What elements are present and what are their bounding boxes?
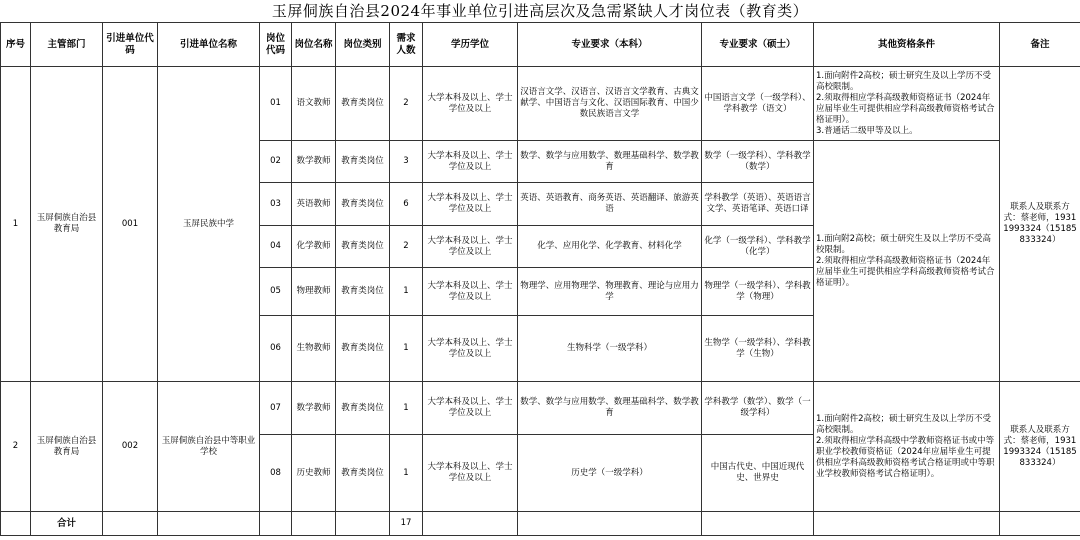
cell-pos-code: 07: [260, 382, 292, 435]
cell-major-bachelor: 生物科学（一级学科）: [518, 316, 702, 382]
cell-count: 1: [390, 316, 423, 382]
cell-pos-code: 08: [260, 435, 292, 512]
cell-empty: [1, 512, 31, 536]
cell-empty: [518, 512, 702, 536]
table-row: [1, 382, 1080, 435]
header-pos-name: 岗位名称: [292, 23, 336, 67]
cell-edu: 大学本科及以上、学士学位及以上: [423, 382, 518, 435]
cell-pos-name: 语文教师: [292, 67, 336, 141]
cell-pos-code: 06: [260, 316, 292, 382]
cell-pos-code: 04: [260, 226, 292, 268]
cell-count: 1: [390, 268, 423, 316]
cell-empty: [260, 512, 292, 536]
cell-count: 1: [390, 435, 423, 512]
table-header-row: [1, 23, 1080, 67]
header-other: 其他资格条件: [814, 23, 1000, 67]
cell-edu: 大学本科及以上、学士学位及以上: [423, 141, 518, 183]
total-row: [1, 512, 1080, 536]
cell-seq: 1: [1, 67, 31, 382]
cell-pos-name: 物理教师: [292, 268, 336, 316]
cell-count: 6: [390, 183, 423, 226]
cell-pos-code: 05: [260, 268, 292, 316]
cell-major-master: 学科教学（英语）、英语语言文学、英语笔译、英语口译: [702, 183, 814, 226]
cell-note: 联系人及联系方式：蔡老师，19311993324（15185833324）: [1000, 67, 1080, 382]
cell-major-master: 物理学（一级学科）、学科教学（物理）: [702, 268, 814, 316]
total-label: 合计: [31, 512, 103, 536]
cell-empty: [702, 512, 814, 536]
header-edu: 学历学位: [423, 23, 518, 67]
cell-other: 1.面向附件2高校；硕士研究生及以上学历不受高校限制。 2.须取得相应学科高级中学教师资格证书或中等职业学校教师资格证（2024年应届毕业生可提供相应学科高级教师资格考试合格证明或中等职业学校教师资格考试合格证明）。: [814, 382, 1000, 512]
cell-major-bachelor: 历史学（一级学科）: [518, 435, 702, 512]
header-unit-code: 引进单位代码: [103, 23, 158, 67]
cell-major-master: 数学（一级学科）、学科教学（数学）: [702, 141, 814, 183]
cell-unit-code: 002: [103, 382, 158, 512]
header-unit-name: 引进单位名称: [158, 23, 260, 67]
cell-pos-name: 数学教师: [292, 382, 336, 435]
cell-dept: 玉屏侗族自治县教育局: [31, 67, 103, 382]
header-count: 需求人数: [390, 23, 423, 67]
cell-pos-name: 英语教师: [292, 183, 336, 226]
header-pos-code: 岗位代码: [260, 23, 292, 67]
cell-edu: 大学本科及以上、学士学位及以上: [423, 183, 518, 226]
cell-empty: [103, 512, 158, 536]
cell-count: 3: [390, 141, 423, 183]
cell-edu: 大学本科及以上、学士学位及以上: [423, 316, 518, 382]
cell-seq: 2: [1, 382, 31, 512]
cell-edu: 大学本科及以上、学士学位及以上: [423, 226, 518, 268]
total-count: 17: [390, 512, 423, 536]
cell-major-bachelor: 汉语言文学、汉语言、汉语言文学教育、古典文献学、中国语言与文化、汉语国际教育、中国少数民族语言文学: [518, 67, 702, 141]
cell-empty: [1000, 512, 1080, 536]
cell-pos-name: 数学教师: [292, 141, 336, 183]
cell-pos-type: 教育类岗位: [336, 435, 390, 512]
cell-empty: [158, 512, 260, 536]
cell-count: 2: [390, 67, 423, 141]
cell-unit-name: 玉屏民族中学: [158, 67, 260, 382]
cell-pos-type: 教育类岗位: [336, 382, 390, 435]
header-dept: 主管部门: [31, 23, 103, 67]
cell-major-bachelor: 数学、数学与应用数学、数理基础科学、数学教育: [518, 382, 702, 435]
cell-pos-code: 01: [260, 67, 292, 141]
cell-pos-type: 教育类岗位: [336, 141, 390, 183]
cell-pos-type: 教育类岗位: [336, 67, 390, 141]
cell-pos-type: 教育类岗位: [336, 226, 390, 268]
cell-pos-name: 化学教师: [292, 226, 336, 268]
cell-pos-type: 教育类岗位: [336, 316, 390, 382]
header-pos-type: 岗位类别: [336, 23, 390, 67]
cell-empty: [336, 512, 390, 536]
cell-empty: [423, 512, 518, 536]
cell-pos-type: 教育类岗位: [336, 268, 390, 316]
cell-pos-name: 生物教师: [292, 316, 336, 382]
cell-pos-type: 教育类岗位: [336, 183, 390, 226]
cell-unit-code: 001: [103, 67, 158, 382]
cell-unit-name: 玉屏侗族自治县中等职业学校: [158, 382, 260, 512]
cell-major-master: 生物学（一级学科）、学科教学（生物）: [702, 316, 814, 382]
cell-other: 1.面向附件2高校；硕士研究生及以上学历不受高校限制。 2.须取得相应学科高级教师资格证书（2024年应届毕业生可提供相应学科高级教师资格考试合格证明）。 3.普通话二级甲等及以上。: [814, 67, 1000, 141]
cell-major-bachelor: 数学、数学与应用数学、数理基础科学、数学教育: [518, 141, 702, 183]
cell-major-master: 中国古代史、中国近现代史、世界史: [702, 435, 814, 512]
cell-pos-name: 历史教师: [292, 435, 336, 512]
cell-major-bachelor: 化学、应用化学、化学教育、材料化学: [518, 226, 702, 268]
cell-note: 联系人及联系方式：蔡老师，19311993324（15185833324）: [1000, 382, 1080, 512]
header-major-master: 专业要求（硕士）: [702, 23, 814, 67]
cell-major-master: 化学（一级学科）、学科教学（化学）: [702, 226, 814, 268]
cell-count: 1: [390, 382, 423, 435]
page-title: 玉屏侗族自治县2024年事业单位引进高层次及急需紧缺人才岗位表（教育类）: [271, 2, 809, 20]
cell-edu: 大学本科及以上、学士学位及以上: [423, 268, 518, 316]
table-row: [1, 67, 1080, 141]
cell-edu: 大学本科及以上、学士学位及以上: [423, 435, 518, 512]
positions-table: [0, 22, 1080, 536]
cell-empty: [292, 512, 336, 536]
header-seq: 序号: [1, 23, 31, 67]
cell-empty: [814, 512, 1000, 536]
cell-dept: 玉屏侗族自治县教育局: [31, 382, 103, 512]
cell-pos-code: 03: [260, 183, 292, 226]
cell-major-master: 中国语言文学（一级学科）、学科教学（语文）: [702, 67, 814, 141]
cell-major-master: 学科教学（数学）、数学（一级学科）: [702, 382, 814, 435]
cell-pos-code: 02: [260, 141, 292, 183]
cell-count: 2: [390, 226, 423, 268]
header-major-bachelor: 专业要求（本科）: [518, 23, 702, 67]
cell-other: 1.面向附2高校；硕士研究生及以上学历不受高校限制。 2.须取得相应学科高级教师资格证书（2024年应届毕业生可提供相应学科高级教师资格考试合格证明）。: [814, 141, 1000, 382]
cell-edu: 大学本科及以上、学士学位及以上: [423, 67, 518, 141]
cell-major-bachelor: 英语、英语教育、商务英语、英语翻译、旅游英语: [518, 183, 702, 226]
cell-major-bachelor: 物理学、应用物理学、物理教育、理论与应用力学: [518, 268, 702, 316]
header-note: 备注: [1000, 23, 1080, 67]
